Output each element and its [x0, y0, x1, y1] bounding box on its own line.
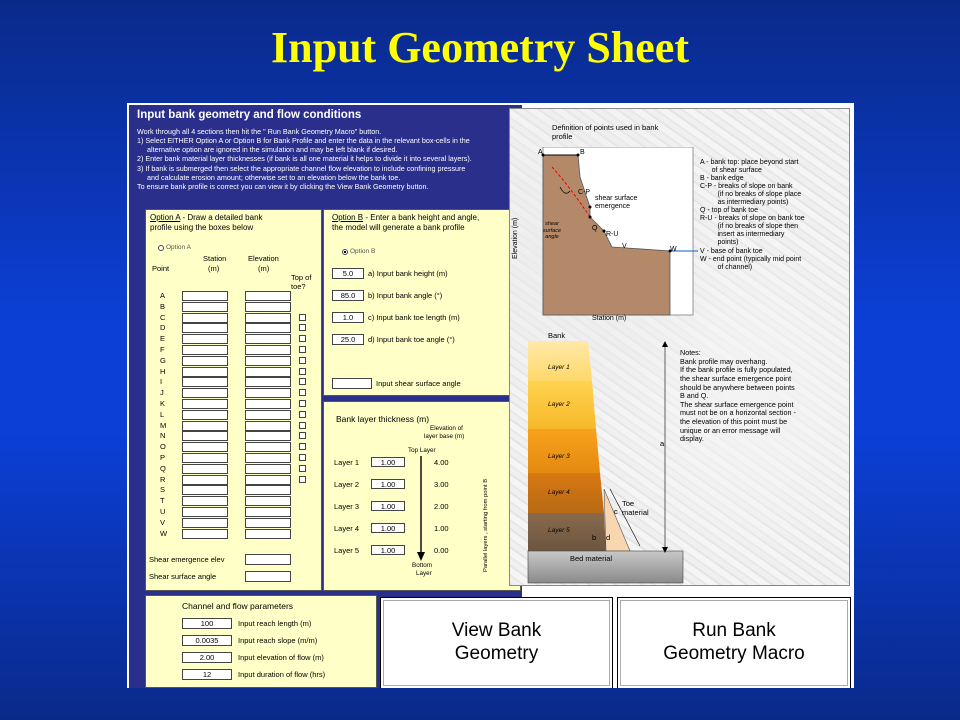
legend-line: Q - top of bank toe: [700, 207, 758, 215]
top-of-toe-checkbox[interactable]: [299, 422, 306, 429]
top-of-toe-checkbox[interactable]: [299, 335, 306, 342]
point-label: R: [160, 474, 166, 484]
option-b-panel: [323, 209, 521, 396]
option-a-panel: [145, 209, 322, 591]
option-b-input[interactable]: 25.0: [332, 334, 364, 345]
station-input[interactable]: [182, 529, 228, 539]
top-of-toe-checkbox[interactable]: [299, 411, 306, 418]
shear-angle-label: shear surface angle: [543, 221, 562, 241]
elevation-input[interactable]: [245, 323, 291, 333]
station-input[interactable]: [182, 475, 228, 485]
station-input[interactable]: [182, 302, 228, 312]
station-input[interactable]: [182, 507, 228, 517]
flow-panel: [145, 595, 377, 688]
point-header: Point: [152, 264, 170, 273]
option-b-input[interactable]: 1.0: [332, 312, 364, 323]
elevation-input[interactable]: [245, 302, 291, 312]
flow-panel-title: Channel and flow parameters: [182, 601, 294, 611]
bed-material-label: Bed material: [570, 554, 613, 563]
elevation-input[interactable]: [245, 485, 291, 495]
option-b-field-label: c) Input bank toe length (m): [368, 313, 460, 322]
elevation-header: Elevation: [248, 254, 279, 263]
point-a-label: A: [538, 149, 543, 156]
elevation-axis-label: Elevation (m): [512, 217, 519, 259]
elevation-input[interactable]: [245, 529, 291, 539]
note-line: The shear surface emergence point: [680, 399, 794, 409]
dimension-b-label: b: [592, 533, 597, 542]
point-label: S: [160, 485, 166, 495]
parallel-layers-note: Parallel layers , starting from point B: [483, 478, 489, 572]
option-b-input[interactable]: 5.0: [332, 268, 364, 279]
shear-emergence-input[interactable]: [245, 554, 291, 565]
option-a-radio[interactable]: Option A: [158, 244, 191, 251]
station-input[interactable]: [182, 485, 228, 495]
elevation-input[interactable]: [245, 345, 291, 355]
elevation-input[interactable]: [245, 507, 291, 517]
station-input[interactable]: [182, 291, 228, 301]
elevation-input[interactable]: [245, 356, 291, 366]
slide-title: Input Geometry Sheet: [271, 23, 689, 72]
bottom-layer-label-2: Layer: [416, 570, 432, 577]
elevation-input[interactable]: [245, 421, 291, 431]
note-line: B and Q.: [680, 391, 709, 401]
flow-input[interactable]: 12: [182, 669, 232, 680]
shear-surface-angle-label: Input shear surface angle: [376, 379, 461, 388]
layer-name: Layer 2: [334, 480, 360, 489]
legend-line: C-P - breaks of slope on bank: [700, 183, 793, 191]
point-label: A: [160, 291, 166, 300]
elevation-input[interactable]: [245, 399, 291, 409]
station-input[interactable]: [182, 388, 228, 398]
station-input[interactable]: [182, 421, 228, 431]
legend-line: R-U - breaks of slope on bank toe: [700, 215, 805, 223]
legend-line: W - end point (typically mid point: [700, 255, 802, 263]
point-label: B: [160, 301, 166, 311]
top-of-toe-checkbox[interactable]: [299, 454, 306, 461]
dimension-a-label: a: [660, 439, 665, 448]
elevation-input[interactable]: [245, 496, 291, 506]
legend-line: V - base of bank toe: [700, 247, 763, 255]
station-input[interactable]: [182, 431, 228, 441]
legend-line: as intermediary points): [700, 199, 789, 207]
layer-thickness-input[interactable]: 1.00: [371, 501, 405, 511]
run-bank-geometry-macro-button[interactable]: [617, 597, 851, 688]
option-b-field-label: d) Input bank toe angle (°): [368, 335, 455, 344]
bank-layers-diagram: [520, 341, 695, 586]
point-label: N: [160, 431, 166, 441]
legend-line: of channel): [700, 263, 753, 271]
legend-line: of shear surface: [700, 167, 762, 175]
point-label: U: [160, 507, 166, 516]
station-header: Station: [203, 254, 227, 263]
note-line: If the bank profile is fully populated,: [680, 365, 793, 375]
station-input[interactable]: [182, 345, 228, 355]
station-input[interactable]: [182, 518, 228, 528]
station-input[interactable]: [182, 464, 228, 474]
instruction-line: and calculate erosion amount; otherwise set to an elevation below the bank toe.: [147, 172, 401, 182]
flow-field-label: Input reach length (m): [238, 619, 312, 628]
top-of-toe-checkbox[interactable]: [299, 324, 306, 331]
elevation-input[interactable]: [245, 291, 291, 301]
legend-line: points): [700, 239, 739, 247]
layer-base-elevation: 2.00: [434, 502, 449, 511]
top-of-toe-checkbox[interactable]: [299, 443, 306, 450]
station-input[interactable]: [182, 442, 228, 452]
shear-emergence-label: Shear emergence elev: [149, 555, 225, 564]
legend-line: A - bank top: place beyond start: [700, 159, 799, 166]
bank-material-label: Bank: [548, 331, 566, 340]
layer-diagram-label: Layer 5: [548, 527, 570, 534]
station-input[interactable]: [182, 496, 228, 506]
flow-field-label: Input elevation of flow (m): [238, 653, 324, 662]
instruction-line: Work through all 4 sections then hit the " Run Bank Geometry Macro" button.: [137, 126, 382, 136]
note-line: unique or an error message will: [680, 425, 781, 435]
flow-field-label: Input reach slope (m/m): [238, 636, 318, 645]
flow-field-label: Input duration of flow (hrs): [238, 670, 326, 679]
point-label: H: [160, 366, 166, 376]
flow-input[interactable]: 0.0035: [182, 635, 232, 646]
point-label: F: [160, 345, 165, 354]
note-line: display.: [680, 434, 704, 444]
note-line: must not be on a horizontal section -: [680, 408, 796, 418]
top-layer-label: Top Layer: [408, 447, 436, 454]
top-of-toe-checkbox[interactable]: [299, 314, 306, 321]
elevation-unit: (m): [258, 264, 270, 273]
point-label: T: [160, 496, 165, 506]
radio-icon: [158, 245, 164, 251]
station-input[interactable]: [182, 313, 228, 323]
view-bank-geometry-button[interactable]: [380, 597, 613, 688]
dimension-d-label: d: [606, 533, 611, 542]
elevation-base-header-2: layer base (m): [424, 433, 465, 440]
instructions-heading: Input bank geometry and flow conditions: [137, 109, 362, 121]
layer-diagram-label: Layer 3: [548, 453, 570, 460]
layer-name: Layer 4: [334, 524, 360, 533]
top-of-toe-checkbox[interactable]: [299, 368, 306, 375]
note-line: Bank profile may overhang.: [680, 356, 768, 366]
station-input[interactable]: [182, 453, 228, 463]
shear-angle-input[interactable]: [245, 571, 291, 582]
option-b-field-label: a) Input bank height (m): [368, 269, 448, 278]
legend-line: (if no breaks of slope then: [700, 223, 799, 231]
point-label: V: [160, 517, 166, 527]
point-cp-label: C-P: [578, 189, 591, 196]
elevation-input[interactable]: [245, 518, 291, 528]
diagram-notes: [680, 349, 796, 444]
point-q-label: Q: [592, 225, 598, 232]
elevation-input[interactable]: [245, 367, 291, 377]
layer-diagram-label: Layer 1: [548, 364, 570, 371]
option-b-radio[interactable]: Option B: [342, 248, 375, 255]
bottom-layer-label: Bottom: [412, 562, 432, 569]
station-input[interactable]: [182, 367, 228, 377]
layer-base-elevation: 4.00: [434, 458, 449, 467]
view-bank-geometry-label: View Bank Geometry: [451, 620, 542, 664]
station-input[interactable]: [182, 399, 228, 409]
option-a-title: Option A - Draw a detailed bank profile using the boxes below: [150, 213, 263, 232]
instruction-line: alternative option are ignored in the simulation and may be left blank if desired.: [147, 145, 398, 155]
point-label: M: [160, 420, 167, 430]
point-label: O: [160, 442, 166, 452]
elevation-input[interactable]: [245, 410, 291, 420]
point-label: I: [160, 377, 163, 387]
dimension-c-label: c: [614, 507, 618, 516]
point-w-label: W: [670, 246, 677, 253]
elevation-input[interactable]: [245, 475, 291, 485]
point-label: C: [160, 312, 166, 322]
elevation-input[interactable]: [245, 377, 291, 387]
point-label: W: [160, 528, 168, 538]
elevation-input[interactable]: [245, 388, 291, 398]
point-label: L: [160, 409, 165, 419]
point-label: J: [160, 388, 164, 398]
point-v-label: V: [622, 243, 627, 250]
instruction-line: To ensure bank profile is correct you can view it by clicking the View Bank Geometry button.: [137, 182, 429, 192]
shear-surface-angle-input[interactable]: [332, 378, 372, 389]
top-of-toe-checkbox[interactable]: [299, 357, 306, 364]
station-unit: (m): [208, 264, 220, 273]
profile-legend: [700, 159, 805, 272]
note-line: the shear surface emergence point: [680, 373, 792, 383]
radio-selected-icon: [342, 249, 348, 255]
instruction-line: 2) Enter bank material layer thicknesses (if bank is all one material it helps to divide it into several layers).: [137, 154, 472, 164]
diagram-panel: [509, 108, 850, 586]
option-b-field-label: b) Input bank angle (°): [368, 291, 443, 300]
layer-thickness-panel: [323, 401, 521, 591]
top-of-toe-checkbox[interactable]: [299, 465, 306, 472]
elevation-input[interactable]: [245, 464, 291, 474]
point-label: K: [160, 399, 166, 408]
layer-name: Layer 1: [334, 458, 360, 467]
station-input[interactable]: [182, 323, 228, 333]
option-b-input[interactable]: 85.0: [332, 290, 364, 301]
layer-diagram-label: Layer 2: [548, 401, 570, 408]
point-label: E: [160, 334, 166, 344]
station-input[interactable]: [182, 410, 228, 420]
layer-thickness-input[interactable]: 1.00: [371, 545, 405, 555]
top-of-toe-header-2: toe?: [291, 282, 306, 291]
top-of-toe-checkbox[interactable]: [299, 378, 306, 385]
input-sheet: [127, 103, 854, 688]
point-label: G: [160, 355, 166, 365]
point-b-label: B: [580, 149, 585, 156]
top-of-toe-header: Top of: [291, 273, 312, 282]
instruction-line: 1) Select EITHER Option A or Option B for Bank Profile and enter the data in the relevant box-cells in the: [137, 135, 470, 145]
layer-base-elevation: 0.00: [434, 546, 449, 555]
layer-base-elevation: 3.00: [434, 480, 449, 489]
top-of-toe-checkbox[interactable]: [299, 389, 306, 396]
station-axis-label: Station (m): [592, 315, 627, 322]
layer-order-arrow: [416, 456, 426, 562]
legend-line: (if no breaks of slope place: [700, 191, 802, 199]
layer-thickness-input[interactable]: 1.00: [371, 457, 405, 467]
station-input[interactable]: [182, 334, 228, 344]
point-ru-label: R-U: [606, 231, 619, 238]
elevation-input[interactable]: [245, 431, 291, 441]
elevation-input[interactable]: [245, 334, 291, 344]
option-b-title: Option B - Enter a bank height and angle, the model will generate a bank profile: [332, 213, 480, 232]
top-of-toe-checkbox[interactable]: [299, 346, 306, 353]
toe-material-label: Toe material: [622, 499, 649, 517]
elevation-input[interactable]: [245, 442, 291, 452]
flow-input[interactable]: 100: [182, 618, 232, 629]
top-of-toe-checkbox[interactable]: [299, 432, 306, 439]
elevation-base-header: Elevation of: [430, 425, 463, 432]
station-input[interactable]: [182, 377, 228, 387]
note-line: Notes:: [680, 348, 701, 357]
layer-base-elevation: 1.00: [434, 524, 449, 533]
elevation-input[interactable]: [245, 453, 291, 463]
shear-emergence-label: shear surface emergence: [595, 195, 638, 211]
instruction-line: 3) If bank is submerged then select the appropriate channel flow elevation to include confining pressure: [137, 163, 466, 173]
run-bank-geometry-macro-label: Run Bank Geometry Macro: [663, 620, 805, 664]
flow-input[interactable]: 2.00: [182, 652, 232, 663]
legend-line: insert as intermediary: [700, 231, 785, 239]
point-label: Q: [160, 463, 166, 473]
layer-thickness-input[interactable]: 1.00: [371, 523, 405, 533]
note-line: should be anywhere between points: [680, 382, 795, 392]
layer-thickness-input[interactable]: 1.00: [371, 479, 405, 489]
note-line: the elevation of this point must be: [680, 417, 788, 427]
legend-line: B - bank edge: [700, 175, 744, 183]
shear-angle-label: Shear surface angle: [149, 572, 217, 581]
layer-name: Layer 3: [334, 502, 360, 511]
point-label: P: [160, 453, 166, 462]
layer-panel-title: Bank layer thickness (m): [336, 414, 430, 424]
profile-diagram-title: Definition of points used in bank profile: [552, 123, 659, 141]
layer-name: Layer 5: [334, 546, 360, 555]
top-of-toe-checkbox[interactable]: [299, 476, 306, 483]
elevation-input[interactable]: [245, 313, 291, 323]
station-input[interactable]: [182, 356, 228, 366]
top-of-toe-checkbox[interactable]: [299, 400, 306, 407]
layer-diagram-label: Layer 4: [548, 489, 570, 496]
point-label: D: [160, 323, 166, 333]
